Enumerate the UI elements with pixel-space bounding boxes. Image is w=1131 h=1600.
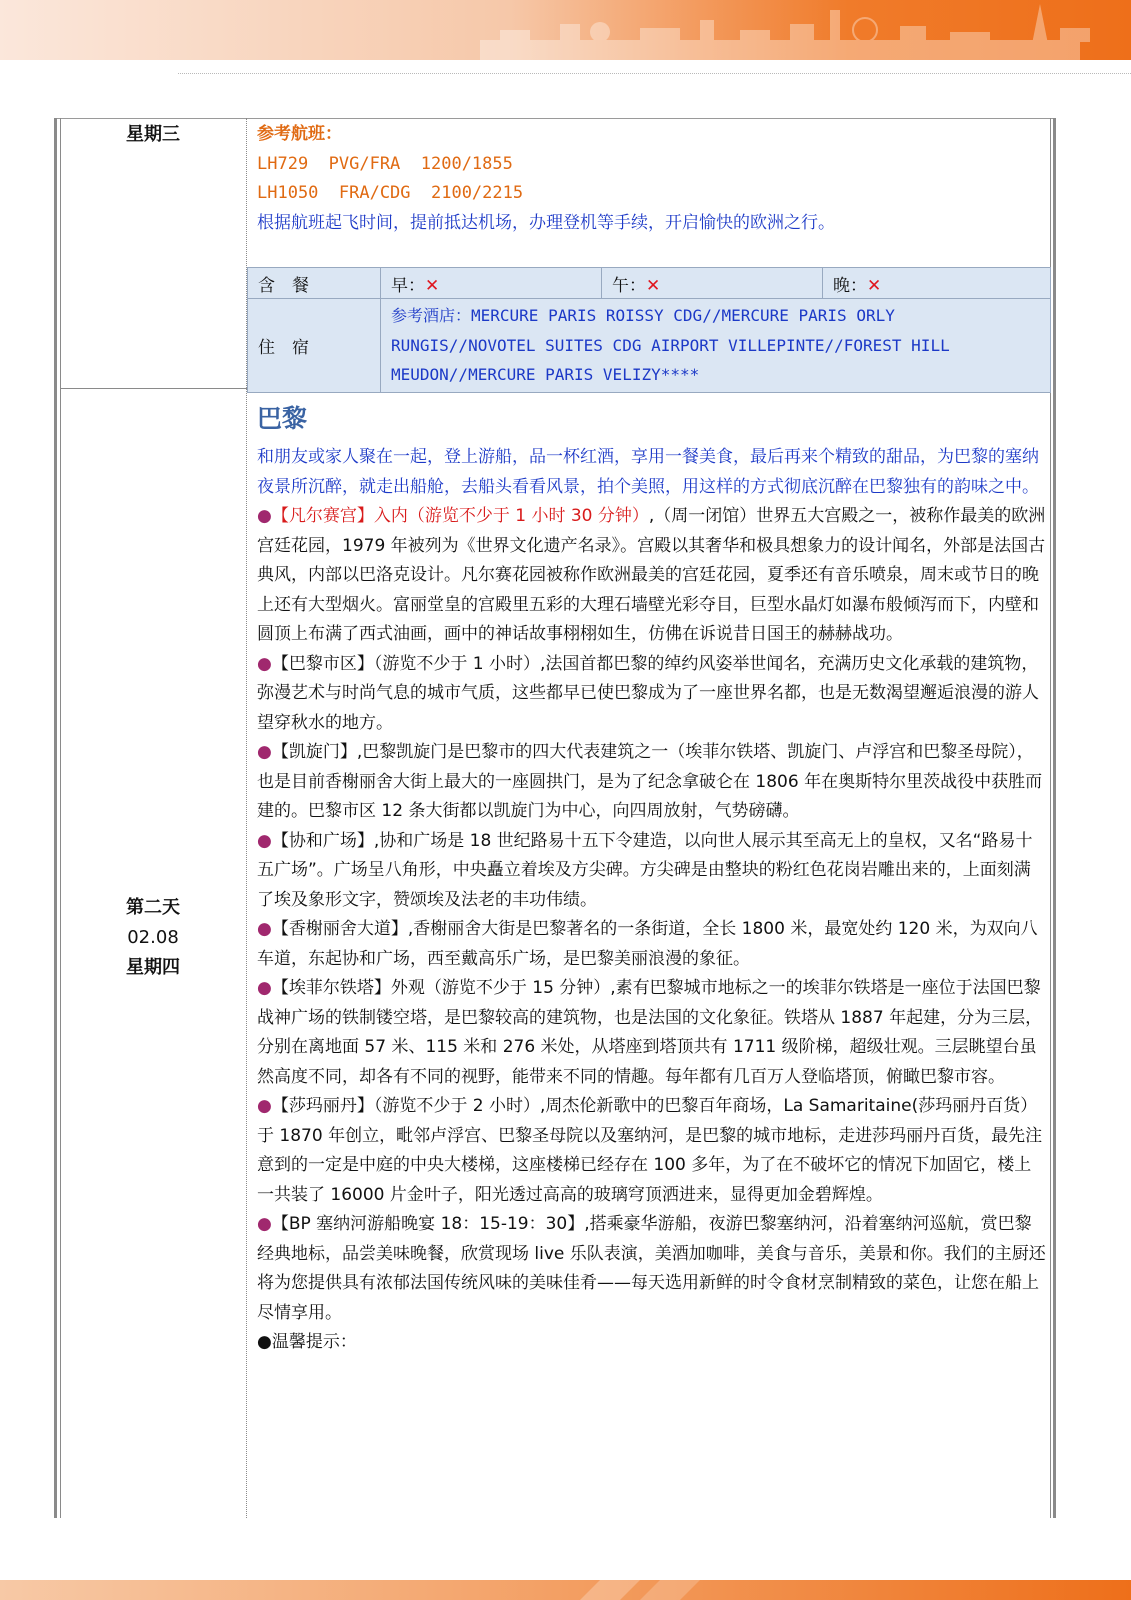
hotel-label: 住 宿	[248, 299, 381, 393]
footer-decoration	[0, 1580, 1131, 1600]
attraction-item	[257, 1092, 1047, 1210]
attraction-text: ,（周一闭馆）世界五大宫殿之一，被称作最美的欧洲宫廷花园，1979 年被列为《世界文化遗产名录》。宫殿以其奢华和极具想象力的设计闻名，外部是法国古典风，内部以巴洛克设计。凡尔赛花园被称作欧洲最美的宫廷花园，夏季还有音乐喷泉，周末或节日的晚上还有大型烟火。富丽堂皇的宫殿里五彩的大理石墙壁光彩夺目，巨型水晶灯如瀑布般倾泻而下，内壁和圆顶上布满了西式油画，画中的神话故事栩栩如生，仿佛在诉说昔日国王的赫赫战功。	[257, 506, 1046, 644]
attraction-item	[257, 502, 1047, 650]
attraction-item	[257, 827, 1047, 916]
header-divider	[178, 73, 1131, 74]
header-banner	[0, 0, 1131, 60]
table-top-border	[54, 118, 1056, 119]
attraction-title: 【莎玛丽丹】	[271, 1096, 374, 1116]
lunch-label: 午：	[612, 275, 646, 296]
lunch-cell	[602, 268, 823, 299]
city-title: 巴黎	[257, 404, 308, 433]
bullet-icon: ●	[257, 1214, 272, 1234]
bullet-icon: ●	[257, 742, 272, 762]
attraction-text: ,协和广场是 18 世纪路易十五下令建造，以向世人展示其至高无上的皇权，又名“路易十五广场”。广场呈八角形，中央矗立着埃及方尖碑。方尖碑是由整块的粉红色花岗岩雕出来的，上面刻满了埃及象形文字，赞颂埃及法老的丰功伟绩。	[257, 830, 1033, 910]
breakfast-cell	[381, 268, 602, 299]
tips-heading: ●温馨提示：	[257, 1332, 357, 1352]
dinner-not-included-icon: ✕	[867, 275, 882, 296]
attraction-title: 【协和广场】	[271, 830, 374, 851]
flight-note: 根据航班起飞时间，提前抵达机场，办理登机等手续，开启愉快的欧洲之行。	[257, 212, 835, 233]
day2-day: 第二天	[126, 897, 180, 918]
attraction-item	[257, 650, 1047, 739]
dinner-label: 晚：	[833, 275, 867, 296]
attraction-item	[257, 974, 1047, 1092]
attraction-text: （游览不少于 15 分钟）,素有巴黎城市地标之一的埃菲尔铁塔是一座位于法国巴黎战神广场的铁制镂空塔，是巴黎较高的建筑物，也是法国的文化象征。铁塔从 1887 年起建，分为三层，分别在离地面 57 米、115 米和 276 米处，从塔座到塔顶共有 1711 级阶梯，超级壮观。三层眺望台虽然高度不同，却各有不同的视野，能带来不同的情趣。每年都有几百万人登临塔顶，俯瞰巴黎市容。	[257, 978, 1043, 1087]
lunch-not-included-icon: ✕	[646, 275, 661, 296]
attraction-title: 【埃菲尔铁塔】外观	[271, 978, 425, 998]
meals-row	[248, 268, 1051, 299]
attraction-item	[257, 738, 1047, 827]
table-right-border	[1053, 118, 1056, 1518]
attraction-item	[257, 1210, 1047, 1328]
day2-content	[257, 401, 1047, 1358]
breakfast-not-included-icon: ✕	[425, 275, 440, 296]
table-left-border	[54, 118, 57, 1518]
bullet-icon: ●	[257, 919, 272, 939]
meals-label: 含 餐	[248, 268, 381, 299]
breakfast-label: 早：	[391, 275, 425, 296]
attraction-title: 【BP 塞纳河游船晚宴 18：15-19：30】	[271, 1214, 585, 1234]
bullet-icon: ●	[257, 653, 272, 674]
footer-banner	[0, 1580, 1131, 1600]
bullet-icon: ●	[257, 506, 272, 526]
day2-date: 02.08	[127, 927, 179, 948]
dinner-cell	[823, 268, 1051, 299]
day1-weekday: 星期三	[126, 124, 180, 145]
skyline-decoration	[0, 0, 1131, 60]
flight-heading: 参考航班：	[257, 124, 342, 144]
attraction-item	[257, 915, 1047, 974]
day2-intro: 和朋友或家人聚在一起，登上游船，品一杯红酒，享用一餐美食，最后再来个精致的甜品，为巴黎的塞纳夜景所沉醉，就走出船舱，去船头看看风景，拍个美照，用这样的方式彻底沉醉在巴黎独有的韵味之中。	[257, 447, 1039, 497]
attraction-text: ,搭乘豪华游船，夜游巴黎塞纳河，沿着塞纳河巡航，赏巴黎经典地标，品尝美味晚餐，欣赏现场 live 乐队表演，美酒加咖啡，美食与音乐，美景和你。我们的主厨还将为您提供具有浓郁法国传统风味的美味佳肴——每天选用新鲜的时令食材烹制精致的菜色，让您在船上尽情享用。	[257, 1214, 1046, 1323]
meals-hotel-table	[247, 267, 1051, 393]
attraction-text: （游览不少于 1 小时）,法国首都巴黎的绰约风姿举世闻名，充满历史文化承载的建筑物，弥漫艺术与时尚气息的城市气质，这些都早已使巴黎成为了一座世界名都，也是无数渴望邂逅浪漫的游人望穿秋水的地方。	[257, 653, 1039, 733]
attraction-text: ,香榭丽舍大街是巴黎著名的一条街道，全长 1800 米，最宽处约 120 米，为双向八车道，东起协和广场，西至戴高乐广场，是巴黎美丽浪漫的象征。	[257, 919, 1038, 969]
attraction-text: ,巴黎凯旋门是巴黎市的四大代表建筑之一（埃菲尔铁塔、凯旋门、卢浮宫和巴黎圣母院），也是目前香榭丽舍大街上最大的一座圆拱门，是为了纪念拿破仑在 1806 年在奥斯特尔里茨战役中获胜而建的。巴黎市区 12 条大街都以凯旋门为中心，向四周放射，气势磅礴。	[257, 742, 1043, 821]
attraction-text: （游览不少于 2 小时）,周杰伦新歌中的巴黎百年商场，La Samaritaine(莎玛丽丹百货）于 1870 年创立，毗邻卢浮宫、巴黎圣母院以及塞纳河，是巴黎的城市地标，走进莎玛丽丹百货，最先注意到的一定是中庭的中央大楼梯，这座楼梯已经存在 100 多年，为了在不破坏它的情况下加固它，楼上一共装了 16000 片金叶子，阳光透过高高的玻璃穹顶洒进来，显得更加金碧辉煌。	[257, 1096, 1043, 1205]
flight-line-1: LH729 PVG/FRA 1200/1855	[257, 153, 513, 174]
attraction-title: 【香榭丽舍大道】	[271, 919, 408, 939]
flight-line-2: LH1050 FRA/CDG 2100/2215	[257, 183, 524, 203]
bullet-icon: ●	[257, 830, 272, 851]
bullet-icon: ●	[257, 1096, 272, 1116]
bullet-icon: ●	[257, 978, 272, 998]
attraction-title: 【凯旋门】	[271, 742, 357, 762]
day1-flight-info	[257, 120, 1047, 238]
hotel-text: 参考酒店：MERCURE PARIS ROISSY CDG//MERCURE PARIS ORLY RUNGIS//NOVOTEL SUITES CDG AIRPORT VILLEPINTE//FOREST HILL MEUDON//MERCURE PARIS VELIZY****	[381, 299, 1051, 393]
day2-label	[61, 893, 245, 983]
hotel-row	[248, 299, 1051, 393]
day2-weekday: 星期四	[126, 957, 180, 978]
attraction-title: 【凡尔赛宫】入内（游览不少于 1 小时 30 分钟）	[271, 506, 649, 526]
attraction-title: 【巴黎市区】	[271, 653, 374, 674]
table-left-border-inner	[60, 118, 61, 1518]
